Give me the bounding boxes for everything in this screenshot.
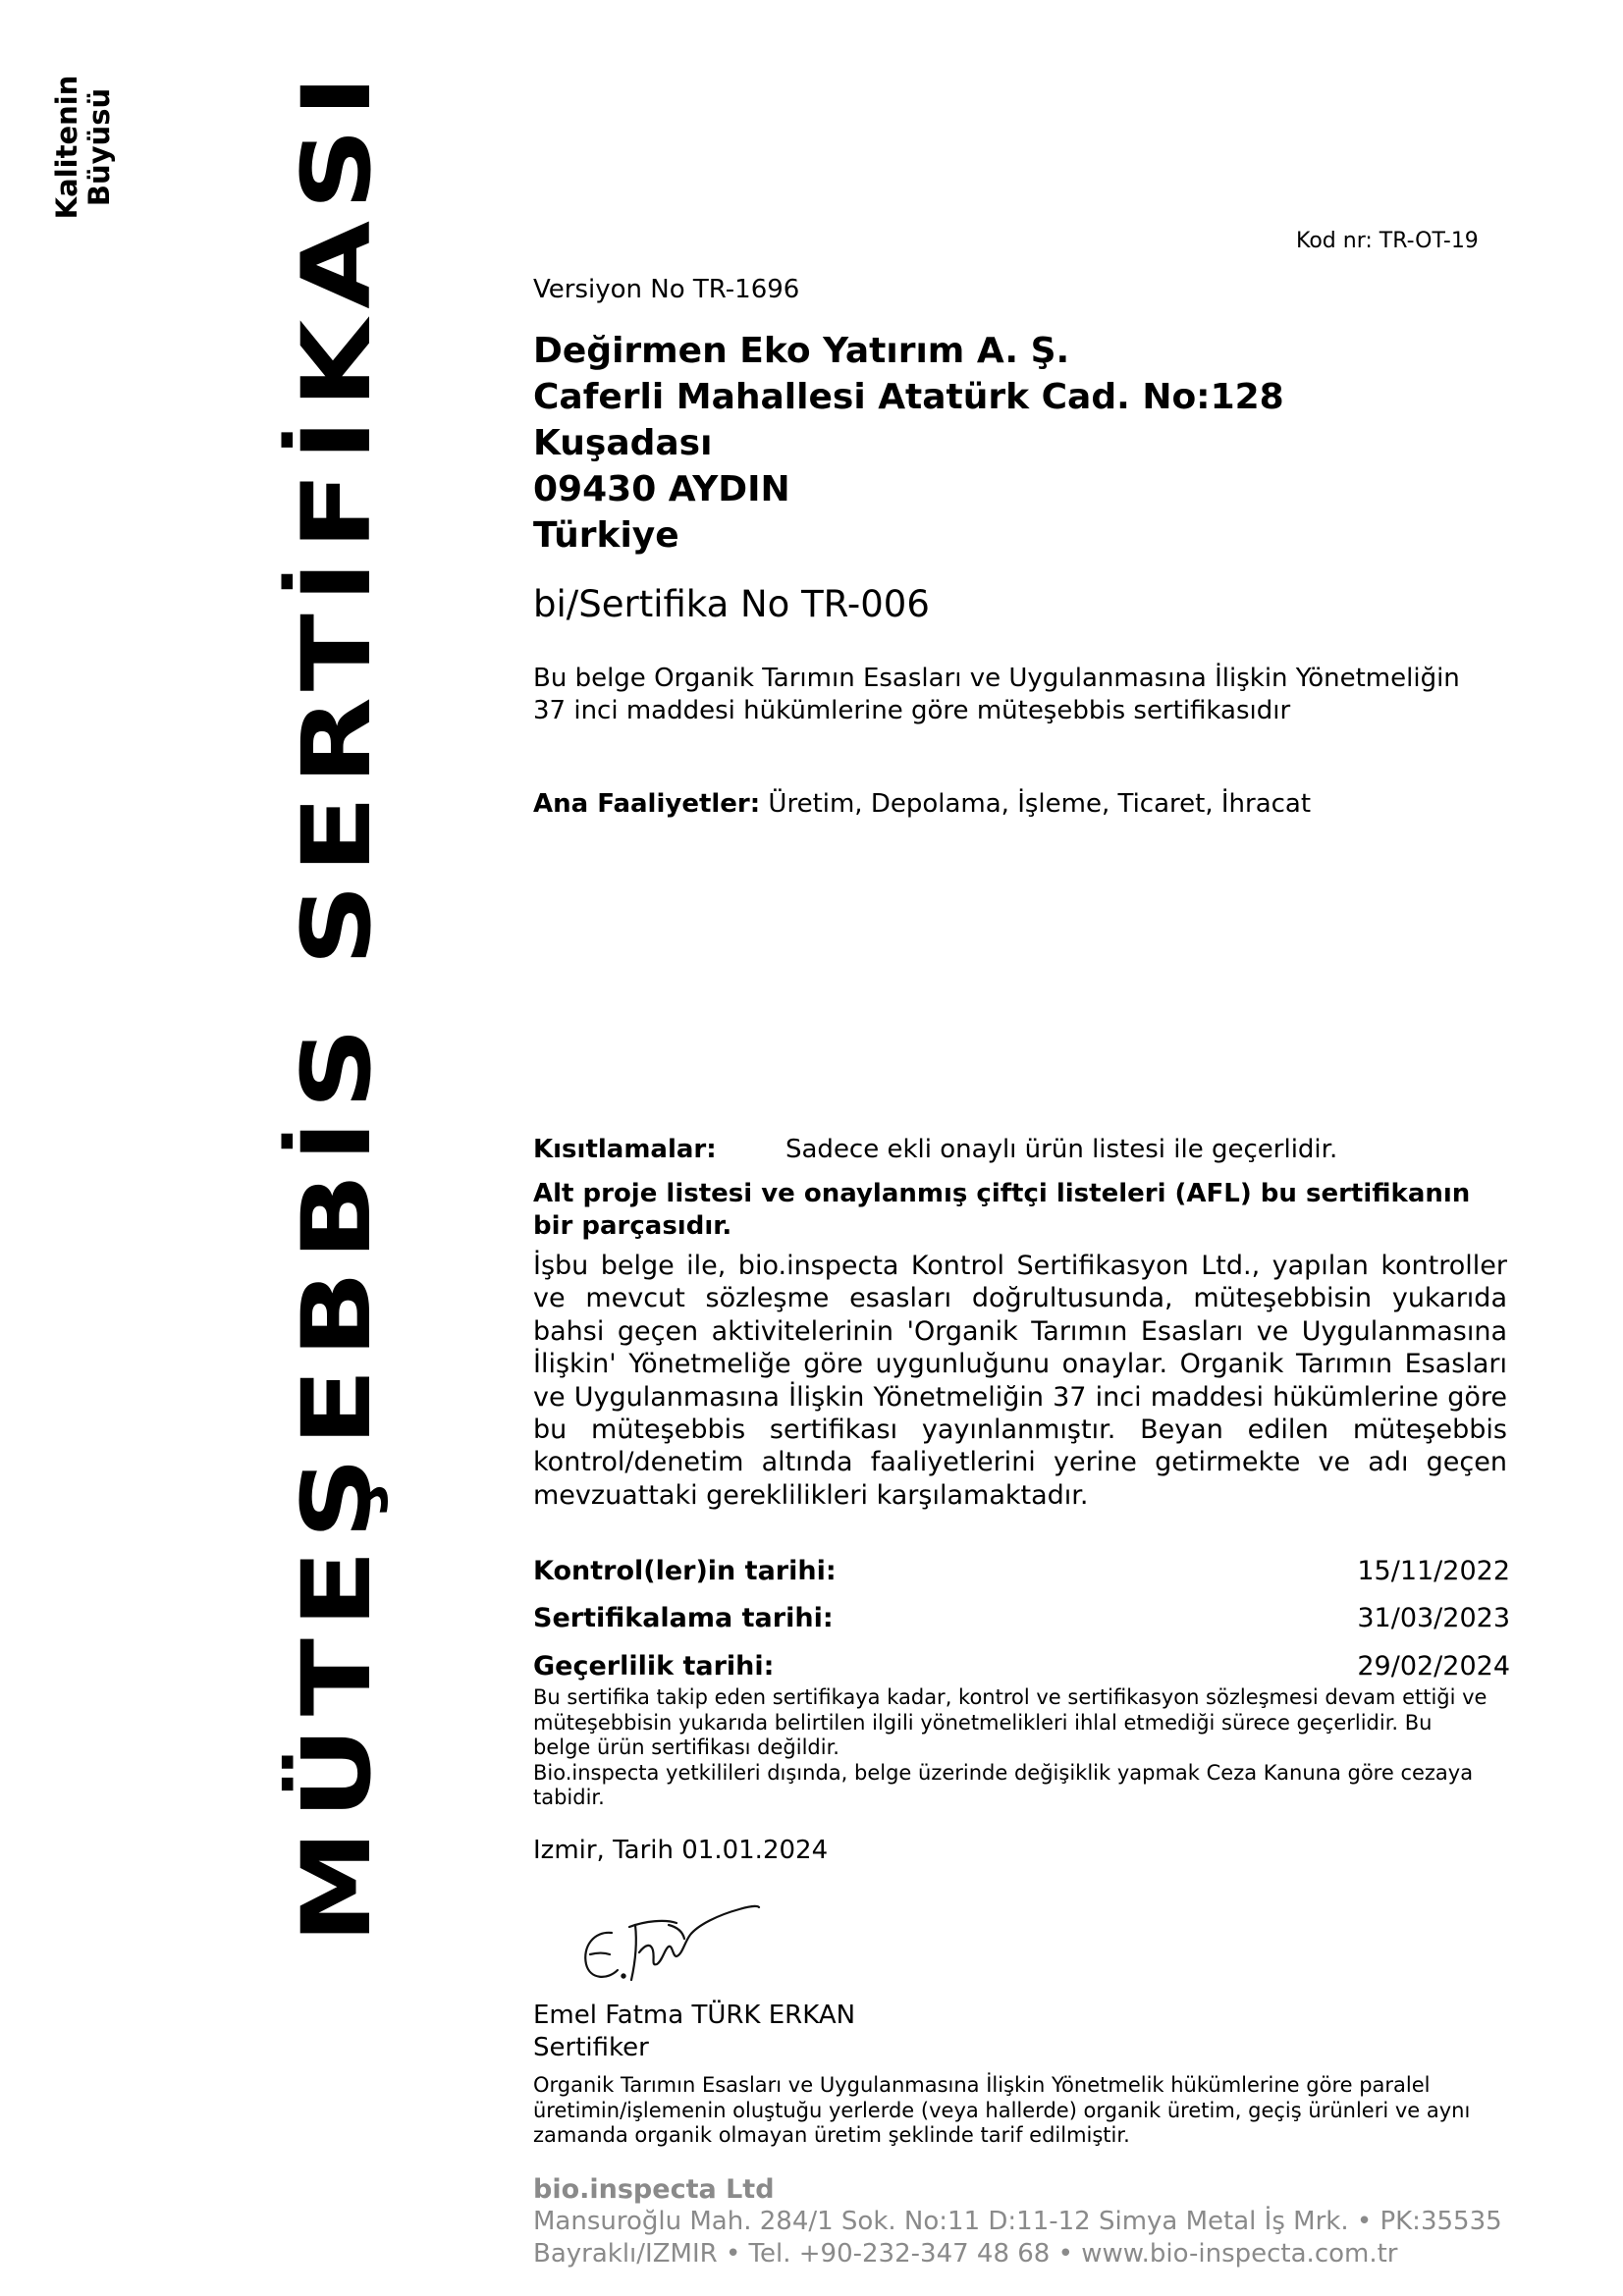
date-label: Kontrol(ler)in tarihi:: [533, 1556, 837, 1586]
slogan-vertical: [51, 54, 120, 240]
main-activities: [533, 789, 1311, 819]
activities-label: Ana Faaliyetler:: [533, 789, 761, 819]
recipient-address: [533, 328, 1284, 559]
version-number: Versiyon No TR-1696: [533, 275, 800, 304]
date-label: Sertifikalama tarihi:: [533, 1603, 834, 1633]
certificate-number: bi/Sertifika No TR-006: [533, 583, 930, 625]
date-value: 15/11/2022: [1357, 1556, 1510, 1586]
footer-company: bio.inspecta Ltd: [533, 2174, 775, 2205]
signer-name: Emel Fatma TÜRK ERKAN: [533, 2001, 856, 2030]
date-value: 29/02/2024: [1357, 1651, 1510, 1682]
handwritten-signature: [574, 1882, 761, 1990]
company-name: Değirmen Eko Yatırım A. Ş.: [533, 331, 1070, 371]
form-code: Kod nr: TR-OT-19: [1296, 229, 1479, 253]
district: Kuşadası: [533, 423, 713, 463]
closing-note: Organik Tarımın Esasları ve Uygulanmasına İlişkin Yönetmelik hükümlerine göre paralel üretimin/işlemenin oluştuğu yerlerde (veya hallerde) organik üretim, geçiş ürünleri ve aynı zamanda organik olmayan üretim şeklinde tarif edilmiştir.: [533, 2073, 1471, 2147]
restrictions-label: Kısıtlamalar:: [533, 1135, 717, 1164]
date-label: Geçerlilik tarihi:: [533, 1651, 775, 1682]
place-and-date: Izmir, Tarih 01.01.2024: [533, 1836, 829, 1865]
country: Türkiye: [533, 515, 679, 556]
restrictions-value: Sadece ekli onaylı ürün listesi ile geçerlidir.: [785, 1135, 1338, 1164]
validity-note-line-2: Bio.inspecta yetkilileri dışında, belge üzerinde değişiklik yapmak Ceza Kanuna göre cezaya tabidir.: [533, 1760, 1474, 1809]
footer-address-line-1: Mansuroğlu Mah. 284/1 Sok. No:11 D:11-12 Simya Metal İş Mrk. • PK:35535: [533, 2207, 1502, 2236]
certification-date-row: [533, 1603, 1510, 1638]
validity-note-line-1: Bu sertifika takip eden sertifikaya kadar, kontrol ve sertifikasyon sözleşmesi devam ettiği ve müteşebbisin yukarıda belirtilen ilgili yönetmelikleri ihlal etmediği sürece geçerlidir. Bu belge ürün sertifikası değildir.: [533, 1685, 1488, 1759]
signer-title: Sertifiker: [533, 2033, 649, 2062]
date-value: 31/03/2023: [1357, 1603, 1510, 1633]
activities-value: Üretim, Depolama, İşleme, Ticaret, İhracat: [768, 789, 1312, 819]
intro-paragraph: Bu belge Organik Tarımın Esasları ve Uygulanmasına İlişkin Yönetmeliğin 37 inci maddesi hükümlerine göre müteşebbis sertifikasıdır: [533, 664, 1460, 725]
validity-date-row: [533, 1651, 1510, 1686]
inspection-date-row: [533, 1556, 1510, 1591]
street-address: Caferli Mahallesi Atatürk Cad. No:128: [533, 377, 1284, 417]
slogan-line-2: Büyüsü: [82, 87, 116, 207]
afl-note: Alt proje listesi ve onaylanmış çiftçi listeleri (AFL) bu sertifikanın bir parçasıdır.: [533, 1179, 1471, 1241]
slogan-line-1: Kalitenin: [50, 75, 83, 220]
signer-block: [533, 2000, 855, 2064]
city: 09430 AYDIN: [533, 469, 790, 509]
footer-address-line-2: Bayraklı/IZMIR • Tel. +90-232-347 48 68 • www.bio-inspecta.com.tr: [533, 2239, 1398, 2269]
validity-note: [533, 1685, 1495, 1811]
certification-statement: İşbu belge ile, bio.inspecta Kontrol Sertifikasyon Ltd., yapılan kontroller ve mevcut sözleşme esasları doğrultusunda, müteşebbisin yukarıda bahsi geçen aktivitelerinin 'Organik Tarımın Esasları ve Uygulanmasına İlişkin' Yönetmeliğe göre uygunluğunu onaylar. Organik Tarımın Esasları ve Uygulanmasına İlişkin Yönetmeliğin 37 inci maddesi hükümlerine göre bu müteşebbis sertifikası yayınlanmıştır. Beyan edilen müteşebbis kontrol/denetim altında faaliyetlerini yerine getirmekte ve adı geçen mevzuattaki gereklilikleri karşılamaktadır.: [533, 1251, 1507, 1511]
footer: [533, 2173, 1502, 2270]
vertical-document-title: MÜTEŞEBBİS SERTİFİKASI: [282, 64, 392, 1945]
restrictions: [533, 1135, 1338, 1164]
